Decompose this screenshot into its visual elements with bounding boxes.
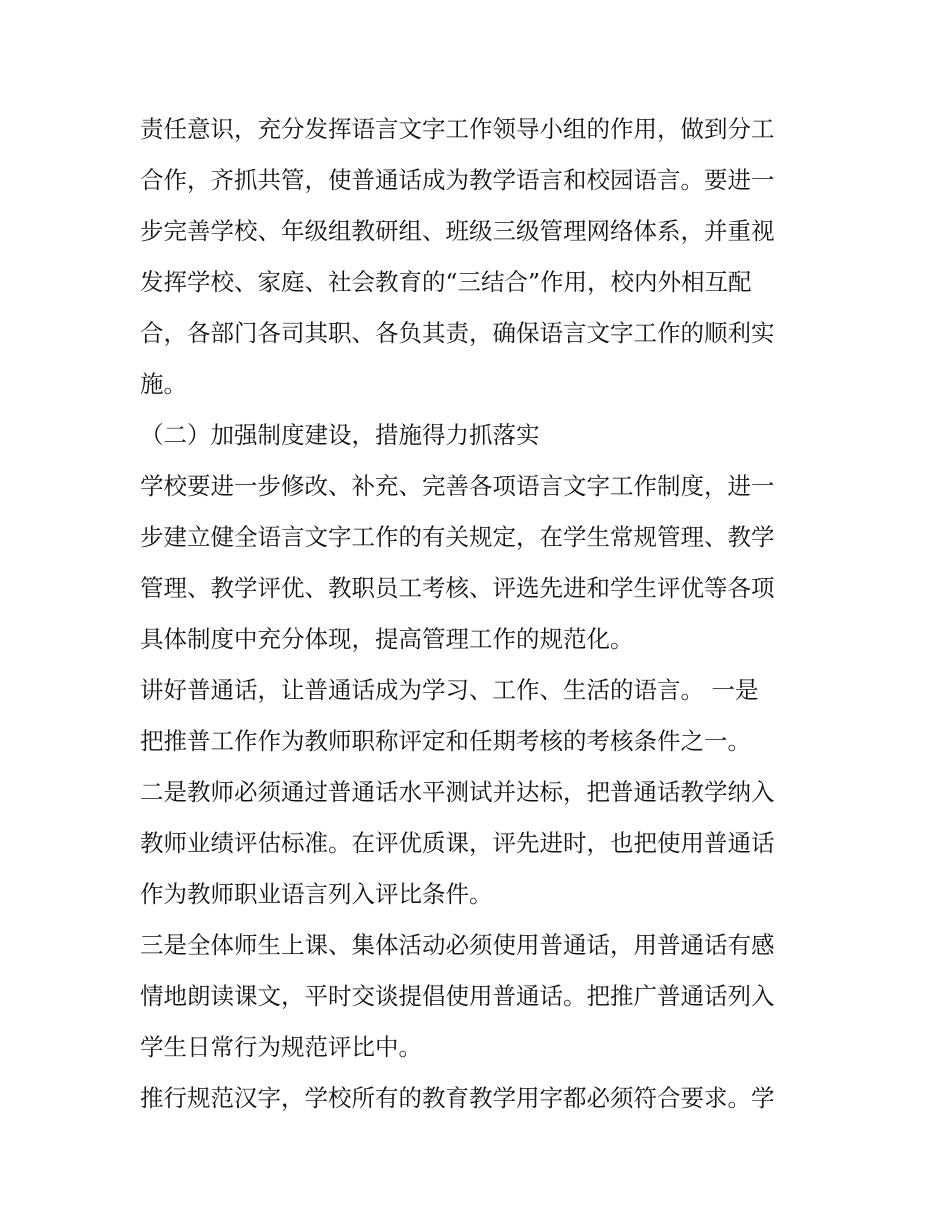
text-line: 合，各部门各司其职、各负其责，确保语言文字工作的顺利实: [140, 319, 775, 347]
text-line: 三是全体师生上课、集体活动必须使用普通话，用普通话有感: [140, 931, 775, 959]
text-line: 步建立健全语言文字工作的有关规定，在学生常规管理、教学: [140, 523, 775, 551]
text-line: 具体制度中充分体现，提高管理工作的规范化。: [140, 625, 634, 653]
text-line: 发挥学校、家庭、社会教育的“三结合”作用，校内外相互配: [140, 268, 752, 296]
text-line: 作为教师职业语言列入评比条件。: [140, 880, 493, 908]
text-line: 管理、教学评优、教职员工考核、评选先进和学生评优等各项: [140, 574, 775, 602]
text-line: 情地朗读课文，平时交谈提倡使用普通话。把推广普通话列入: [140, 982, 775, 1010]
text-line: 责任意识，充分发挥语言文字工作领导小组的作用，做到分工: [140, 115, 775, 143]
text-line: 学生日常行为规范评比中。: [140, 1033, 422, 1061]
text-line: 教师业绩评估标准。在评优质课，评先进时，也把使用普通话: [140, 829, 775, 857]
text-line: 步完善学校、年级组教研组、班级三级管理网络体系，并重视: [140, 217, 775, 245]
text-line: 学校要进一步修改、补充、完善各项语言文字工作制度，进一: [140, 472, 775, 500]
section-heading: （二）加强制度建设，措施得力抓落实: [140, 421, 540, 449]
text-line: 二是教师必须通过普通话水平测试并达标，把普通话教学纳入: [140, 778, 775, 806]
text-line: 合作，齐抓共管，使普通话成为教学语言和校园语言。要进一: [140, 166, 775, 194]
text-line: 把推普工作作为教师职称评定和任期考核的考核条件之一。: [140, 727, 751, 755]
text-line: 讲好普通话，让普通话成为学习、工作、生活的语言。 一是: [140, 676, 759, 704]
body-text: [140, 104, 820, 1124]
text-line: 施。: [140, 370, 187, 398]
text-line: 推行规范汉字，学校所有的教育教学用字都必须符合要求。学: [140, 1084, 775, 1112]
